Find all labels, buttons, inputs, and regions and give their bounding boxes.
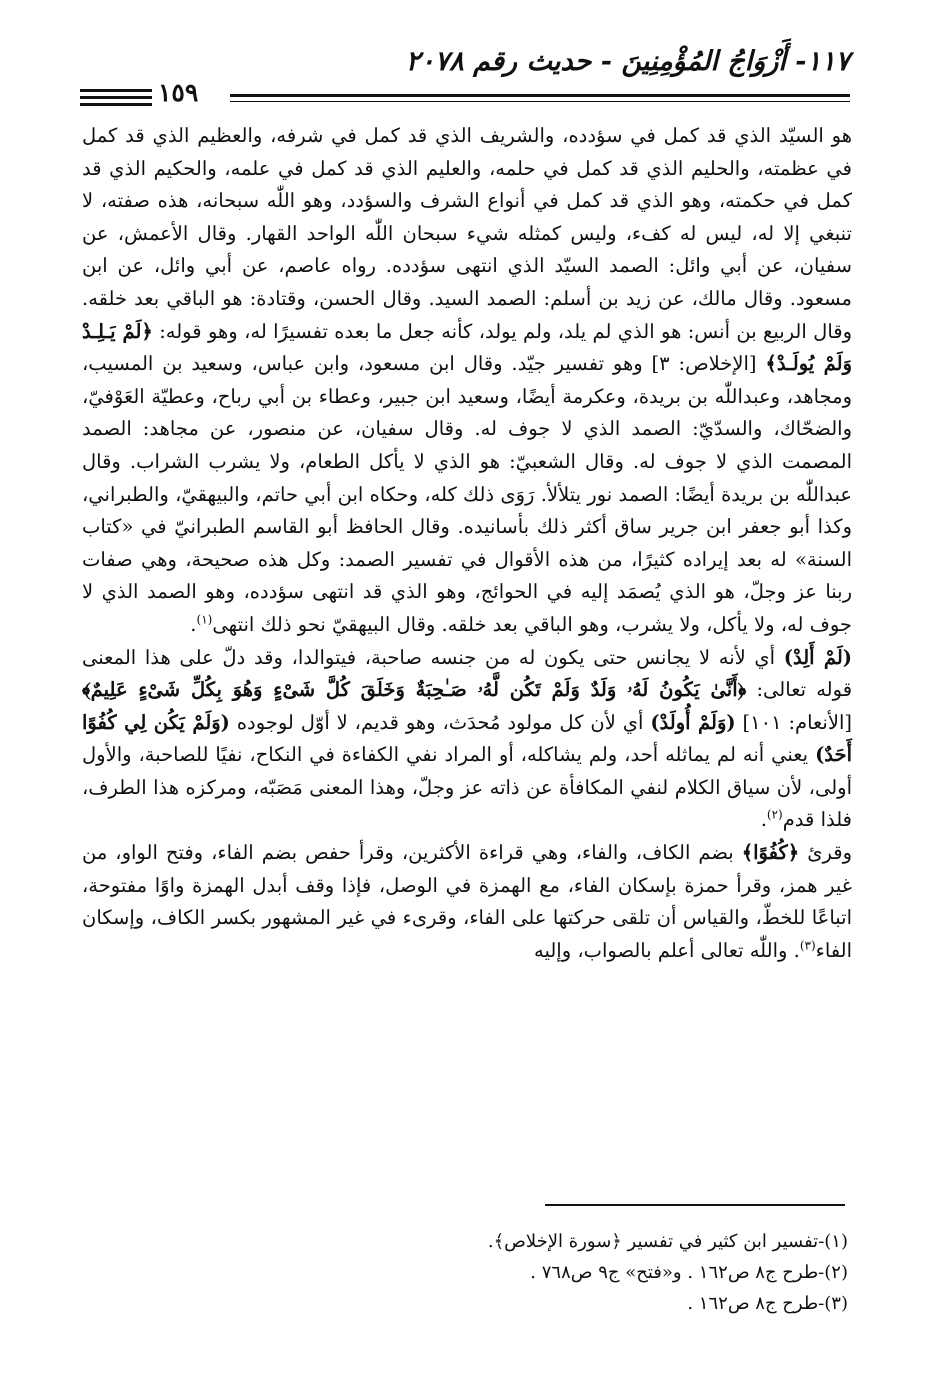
paragraph-text: أي لأن كل مولود مُحدَث، وهو قديم، لا أوّل لوجوده — [236, 710, 644, 734]
footnote-marker: (١) — [196, 612, 213, 627]
header-title: ١١٧- أَزْوَاجُ المُؤْمِنِينَ - حديث رقم ٢٠٧٨ — [405, 46, 850, 77]
page-number-rule — [80, 89, 152, 92]
quran-verse: ﴿أَنَّىٰ يَكُونُ لَهُۥ وَلَدٌ وَلَمْ تَكُن لَّهُۥ صَـٰحِبَةٌ وَخَلَقَ كُلَّ شَىْءٍ وَهُوَ بِكُلِّ شَىْءٍ عَلِيمٌ﴾ — [82, 678, 747, 702]
paragraph-text: أي لأنه لا يجانس حتى يكون له من جنسه صاحبة، فيتوالدا، وقد دلّ على هذا المعنى قوله تعالى: — [82, 645, 853, 702]
footnote-marker: (٣) — [799, 938, 816, 953]
quran-phrase: (لَمْ أَلِدْ) — [783, 645, 852, 669]
verse-reference: [الإخلاص: ٣] — [651, 352, 757, 376]
page-number: ١٥٩ — [158, 78, 199, 107]
footnote-separator — [545, 1204, 845, 1206]
footnotes — [100, 1226, 848, 1319]
footnote-1: (١)-تفسير ابن كثير في تفسير ﴿سورة الإخلاص﴾. — [487, 1231, 848, 1252]
main-text — [82, 120, 852, 967]
page-number-rule — [80, 103, 152, 106]
paragraph-3: وقرئ ﴿كُفُوًا﴾ بضم الكاف، والفاء، وهي قراءة الأكثرين، وقرأ حفص بضم الفاء، وفتح الواو، من غير همز، وقرأ حمزة بإسكان الفاء، مع الهمزة في الوصل، فإذا وقف أبدل الهمزة واوًا مفتوحة، اتباعًا للخطّ، والقياس أن تلقى حركتها على الفاء، وقرىء في غير المشهور بكسر الكاف، وإسكان الفاء$^{(٣)}$. واللّٰه تعالى أعلم بالصواب، وإليه — [82, 841, 852, 962]
quran-phrase: (وَلَمْ يَكُن لِي كُفُوًا أَحَدٌ) — [82, 710, 852, 767]
footnote-3: (٣)-طرح ج٨ ص١٦٢ . — [687, 1293, 848, 1314]
paragraph-text: وهو تفسير جيّد. وقال ابن مسعود، وابن عباس، وسعيد بن المسيب، ومجاهد، وعبداللّٰه بن بريدة، وعكرمة أيضًا، وسعيد ابن جبير، وعطاء بن أبي رباح، وعطيّة العَوْفيّ، والضحّاك، والسدّيّ: الصمد الذي لا جوف له. وقال سفيان، عن منصور، عن مجاهد: الصمد المصمت الذي لا جوف له. وقال الشعبيّ: هو الذي لا يأكل الطعام، ولا يشرب الشراب. وقال عبداللّٰه بن بريدة أيضًا: الصمد نور يتلألأ. رَوَى ذلك كله، وحكاه ابن أبي حاتم، والبيهقيّ، والطبراني، وكذا أبو جعفر ابن جرير ساق أكثر ذلك بأسانيده. وقال الحافظ أبو القاسم الطبرانيّ في «كتاب السنة» له بعد إيراده كثيرًا، من هذه الأقوال في تفسير الصمد: وكل هذه صحيحة، وهي صفات ربنا عز وجلّ، هو الذي يُصمَد إليه في الحوائج، وهو الذي قد انتهى سؤدده، وهو الصمد الذي لا جوف له، ولا يأكل، ولا يشرب، وهو الباقي بعد خلقه. وقال البيهقيّ نحو ذلك انتهى — [82, 352, 852, 636]
header-rule — [230, 94, 850, 97]
running-header — [80, 40, 850, 110]
footnote-marker: (٢) — [766, 807, 783, 822]
paragraph-1: هو السيّد الذي قد كمل في سؤدده، والشريف الذي قد كمل في شرفه، والعظيم الذي قد كمل في عظمته، والحليم الذي قد كمل في حلمه، والعليم الذي قد كمل في علمه، والحكيم الذي قد كمل في حكمته، وهو الذي قد كمل في أنواع الشرف والسؤدد، وهو اللّٰه سبحانه، هذه صفته، لا تنبغي إلا له، ليس له كفء، وليس كمثله شيء سبحان اللّٰه الواحد القهار. وقال الأعمش، عن سفيان، عن أبي وائل: الصمد السيّد الذي انتهى سؤدده. رواه عاصم، عن أبي وائل، عن ابن مسعود. وقال مالك، عن زيد بن أسلم: الصمد السيد. وقال الحسن، وقتادة: هو الباقي بعد خلقه. وقال الربيع بن أنس: هو الذي لم يلد، ولم يولد، كأنه جعل ما بعده تفسيرًا له، وهو قوله: ﴿لَمْ يَـلِـدْ وَلَمْ يُولَـدْ﴾ [الإخلاص: ٣] وهو تفسير جيّد. وقال ابن مسعود، وابن عباس، وسعيد بن المسيب، ومجاهد، وعبداللّٰه بن بريدة، وعكرمة أيضًا، وسعيد ابن جبير، وعطاء بن أبي رباح، وعطيّة العَوْفيّ، والضحّاك، والسدّيّ: الصمد الذي لا جوف له. وقال سفيان، عن منصور، عن مجاهد: الصمد المصمت الذي لا جوف له. وقال الشعبيّ: هو الذي لا يأكل الطعام، ولا يشرب الشراب. وقال عبداللّٰه بن بريدة أيضًا: الصمد نور يتلألأ. رَوَى ذلك كله، وحكاه ابن أبي حاتم، والبيهقيّ، والطبراني، وكذا أبو جعفر ابن جرير ساق أكثر ذلك بأسانيده. وقال الحافظ أبو القاسم الطبرانيّ في «كتاب السنة» له بعد إيراده كثيرًا، من هذه الأقوال في تفسير الصمد: وكل هذه صحيحة، وهي صفات ربنا عز وجلّ، هو الذي يُصمَد إليه في الحوائج، وهو الذي قد انتهى سؤدده، وهو الصمد الذي لا جوف له، ولا يأكل، ولا يشرب، وهو الباقي بعد خلقه. وقال البيهقيّ نحو ذلك انتهى$^{(١)}$. — [82, 124, 853, 636]
paragraph-text: وقرئ — [807, 841, 852, 865]
paragraph-text: هو السيّد الذي قد كمل في سؤدده، والشريف الذي قد كمل في شرفه، والعظيم الذي قد كمل في عظمته، والحليم الذي قد كمل في حلمه، والعليم الذي قد كمل في علمه، والحكيم الذي قد كمل في حكمته، وهو الذي قد كمل في أنواع الشرف والسؤدد، وهو اللّٰه سبحانه، هذه صفته، لا تنبغي إلا له، ليس له كفء، وليس كمثله شيء سبحان اللّٰه الواحد القهار. وقال الأعمش، عن سفيان، عن أبي وائل: الصمد السيّد الذي انتهى سؤدده. رواه عاصم، عن أبي وائل، عن ابن مسعود. وقال مالك، عن زيد بن أسلم: الصمد السيد. وقال الحسن، وقتادة: هو الباقي بعد خلقه. وقال الربيع بن أنس: هو الذي لم يلد، ولم يولد، كأنه جعل ما بعده تفسيرًا له، وهو قوله: — [82, 124, 852, 343]
paragraph-text: واللّٰه تعالى أعلم بالصواب، وإليه — [534, 938, 788, 962]
quran-phrase: (وَلَمْ أُولَدْ) — [650, 710, 736, 734]
paragraph-text: يعني أنه لم يماثله أحد، ولم يشاكله، أو المراد نفي الكفاءة في النكاح، نفيًا للصاحبة، والأول أولى، لأن سياق الكلام لنفي المكافأة عن ذاته عز وجلّ، وهذا المعنى مَصَبّه، ومركزه هذا الطرف، فلذا قدم — [82, 743, 852, 832]
paragraph-2: (لَمْ أَلِدْ) أي لأنه لا يجانس حتى يكون له من جنسه صاحبة، فيتوالدا، وقد دلّ على هذا المعنى قوله تعالى: ﴿أَنَّىٰ يَكُونُ لَهُۥ وَلَدٌ وَلَمْ تَكُن لَّهُۥ صَـٰحِبَةٌ وَخَلَقَ كُلَّ شَىْءٍ وَهُوَ بِكُلِّ شَىْءٍ عَلِيمٌ﴾ [الأنعام: ١٠١] (وَلَمْ أُولَدْ) أي لأن كل مولود مُحدَث، وهو قديم، لا أوّل لوجوده (وَلَمْ يَكُن لِي كُفُوًا أَحَدٌ) يعني أنه لم يماثله أحد، ولم يشاكله، أو المراد نفي الكفاءة في النكاح، نفيًا للصاحبة، والأول أولى، لأن سياق الكلام لنفي المكافأة عن ذاته عز وجلّ، وهذا المعنى مَصَبّه، ومركزه هذا الطرف، فلذا قدم$^{(٢)}$. — [82, 645, 853, 832]
quran-verse: ﴿لَمْ يَـلِـدْ وَلَمْ يُولَـدْ﴾ — [82, 319, 853, 376]
paragraph-text: بضم الكاف، والفاء، وهي قراءة الأكثرين، وقرأ حفص بضم الفاء، وفتح الواو، من غير همز، وقرأ حمزة بإسكان الفاء، مع الهمزة في الوصل، فإذا وقف أبدل الهمزة واوًا مفتوحة، اتباعًا للخطّ، والقياس أن تلقى حركتها على الفاء، وقرىء في غير المشهور بكسر الكاف، وإسكان الفاء — [82, 841, 852, 962]
quran-word: ﴿كُفُوًا﴾ — [741, 841, 800, 865]
verse-reference: [الأنعام: ١٠١] — [742, 710, 853, 734]
footnote-2: (٢)-طرح ج٨ ص١٦٢ . و«فتح» ج٩ ص٧٦٨ . — [530, 1262, 848, 1283]
page-number-rule — [80, 96, 152, 99]
header-rule-thin — [230, 101, 850, 102]
